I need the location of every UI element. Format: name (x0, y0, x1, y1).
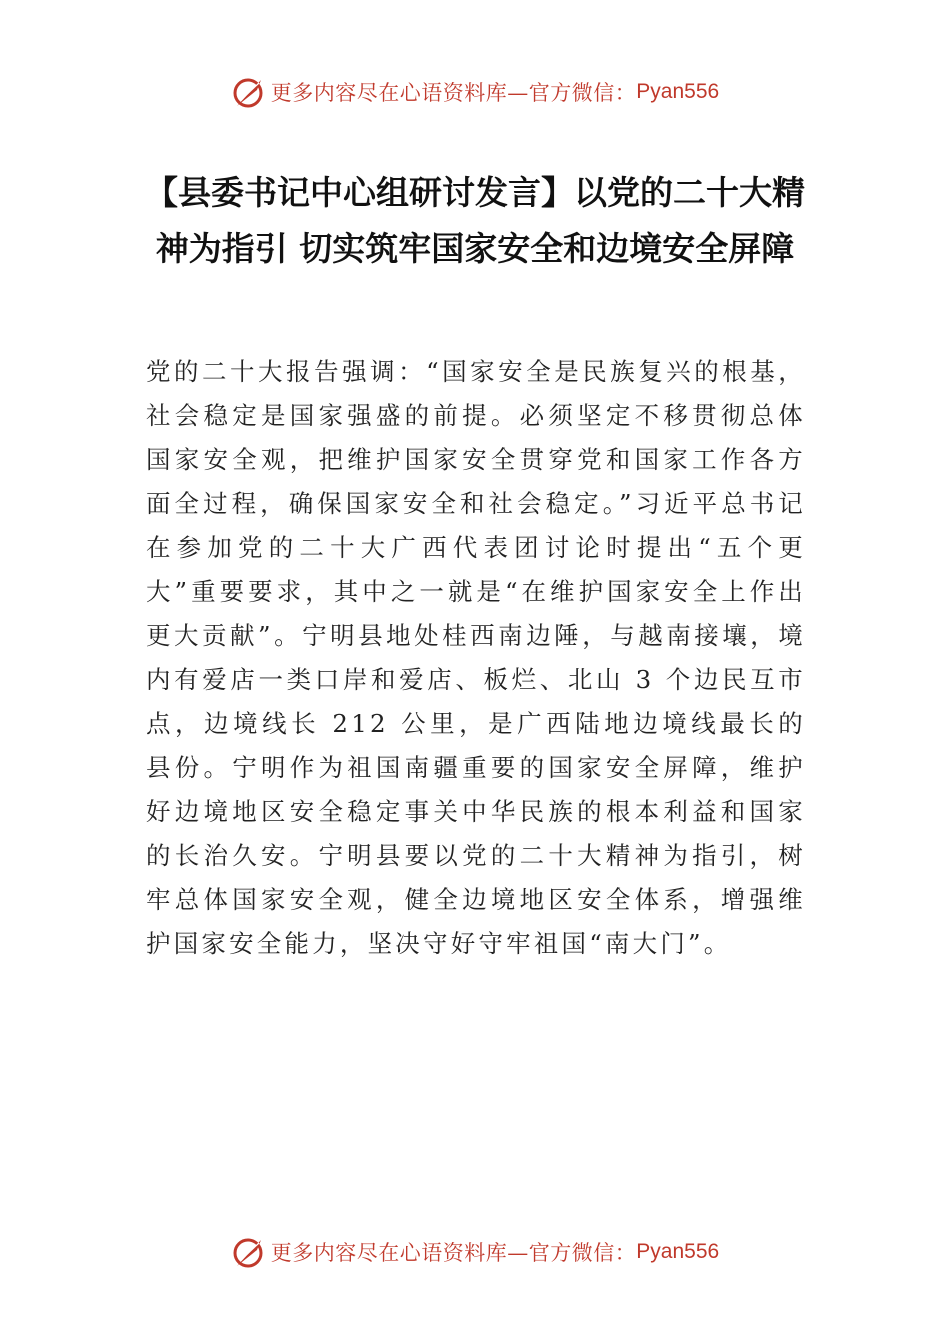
footer-banner (0, 1232, 950, 1272)
footer-banner-text: 更多内容尽在心语资料库—官方微信： (270, 1241, 637, 1265)
header-wechat-id: Pyan556 (636, 80, 720, 103)
document-title: 【县委书记中心组研讨发言】以党的二十大精神为指引 切实筑牢国家安全和边境安全屏障 (145, 173, 805, 268)
document-body: 党的二十大报告强调：“国家安全是民族复兴的根基，社会稳定是国家强盛的前提。必须坚定不移贯彻总体国家安全观，把维护国家安全贯穿党和国家工作各方面全过程，确保国家安全和社会稳定。”习近平总书记在参加党的二十大广西代表团讨论时提出“五个更大”重要要求，其中之一就是“在维护国家安全上作出更大贡献”。宁明县地处桂西南边陲，与越南接壤，境内有爱店一类口岸和爱店、板烂、北山 3 个边民互市点，边境线长 212 公里，是广西陆地边境线最长的县份。宁明作为祖国南疆重要的国家安全屏障，维护好边境地区安全稳定事关中华民族的根本利益和国家的长治久安。宁明县要以党的二十大精神为指引，树牢总体国家安全观，健全边境地区安全体系，增强维护国家安全能力，坚决守好守牢祖国“南大门”。 (146, 357, 806, 958)
footer-wechat-id: Pyan556 (636, 1240, 720, 1263)
quill-logo-icon (231, 74, 267, 110)
header-banner-text: 更多内容尽在心语资料库—官方微信： (270, 81, 637, 105)
header-banner (0, 72, 950, 112)
quill-logo-icon (231, 1234, 267, 1270)
